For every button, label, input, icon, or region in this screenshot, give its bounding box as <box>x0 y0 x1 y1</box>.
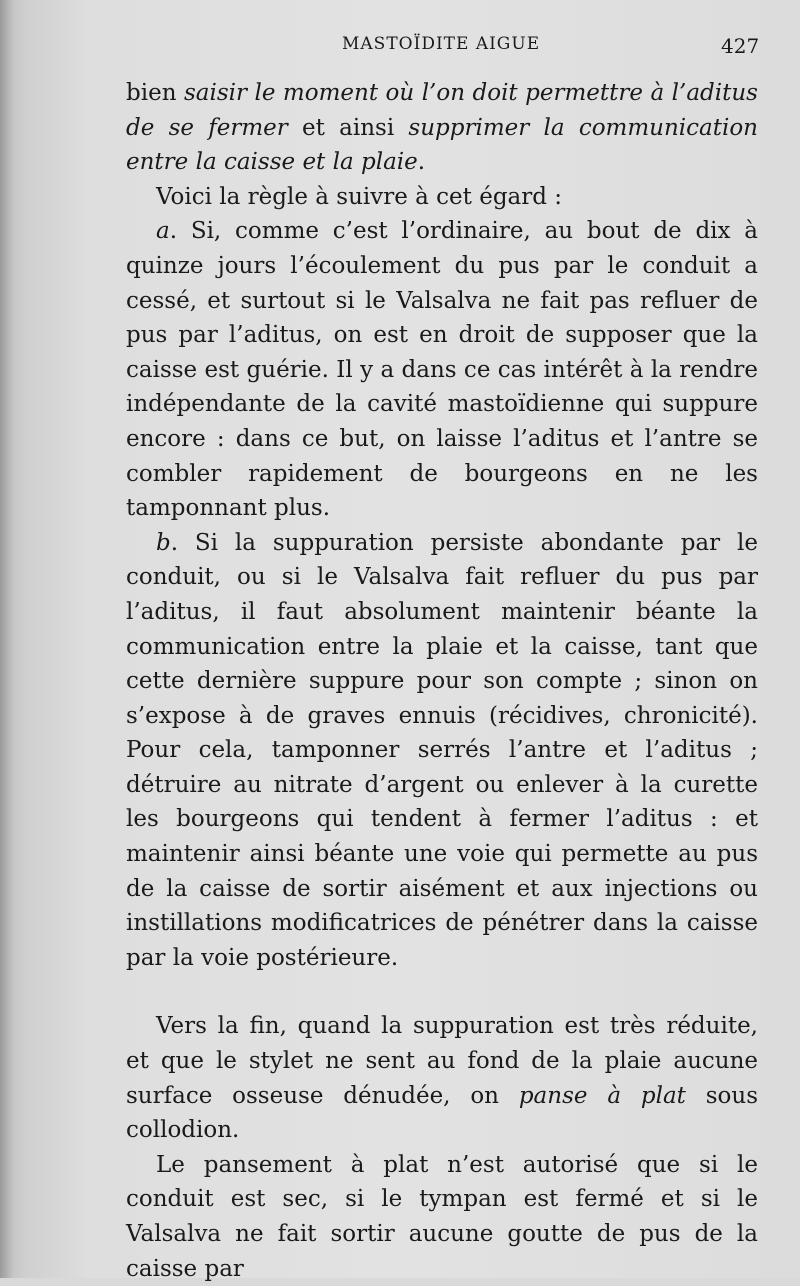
text-run: . <box>417 149 426 176</box>
italic-run: supprimer la communication entre la caisse et la plaie <box>126 114 758 176</box>
text-run: bien <box>126 80 184 106</box>
page-number: 427 <box>721 34 760 58</box>
text-run: Vers la fin, quand la suppuration est très réduite, et que le stylet ne sent au fond de la plaie aucune surface osseuse dénudée, on <box>126 1013 758 1109</box>
page-gutter-shadow <box>0 0 14 1278</box>
paragraph-flat-dressing: Le pansement à plat n’est autorisé que si le conduit est sec, si le tympan est fermé et si le Valsalva ne fait sortir aucune goutte de pus de la caisse par <box>126 1151 758 1282</box>
page-header <box>0 34 800 62</box>
paragraph-rule-intro: Voici la règle à suivre à cet égard : <box>156 183 563 210</box>
case-text: . Si la suppuration persiste abondante par le conduit, ou si le Valsalva fait refluer du pus par l’aditus, il faut absolument maintenir béante la communication entre la plaie et la caisse, tant que cette dernière suppure pour son compte ; sinon on s’expose à de graves ennuis (récidives, chronicité). Pour cela, tamponner serrés l’antre et l’aditus ; détruire au nitrate d’argent ou enlever à la curette les bourgeons qui tendent à fermer l’aditus : et maintenir ainsi béante une voie qui permette au pus de la caisse de sortir aisément et aux injections ou instillations modificatrices de pénétrer dans la caisse par la voie postérieure. <box>126 529 758 971</box>
paragraph-final-dressing <box>126 1009 758 1147</box>
italic-run: panse à plat <box>518 1082 686 1109</box>
text-run: sous collodion. <box>126 1082 759 1144</box>
italic-run: saisir le moment où l’on doit permettre à l’aditus de se fermer <box>126 80 758 141</box>
paragraph-case-b <box>126 526 758 976</box>
text-run: et ainsi <box>287 114 409 141</box>
paragraph-continuation <box>126 76 758 180</box>
case-marker: b <box>156 529 171 556</box>
running-title: MASTOÏDITE AIGUE <box>342 34 541 54</box>
case-marker: a <box>156 218 170 245</box>
paragraph-case-a <box>126 214 758 525</box>
case-text: . Si, comme c’est l’ordinaire, au bout de dix à quinze jours l’écoulement du pus par le conduit a cessé, et surtout si le Valsalva ne fait pas refluer de pus par l’aditus, on est en droit de supposer que la caisse est guérie. Il y a dans ce cas intérêt à la rendre indépendante de la cavité mastoïdienne qui suppure encore : dans ce but, on laisse l’aditus et l’antre se combler rapidement de bourgeons en ne les tamponnant plus. <box>126 218 758 522</box>
body-text <box>126 76 758 1286</box>
